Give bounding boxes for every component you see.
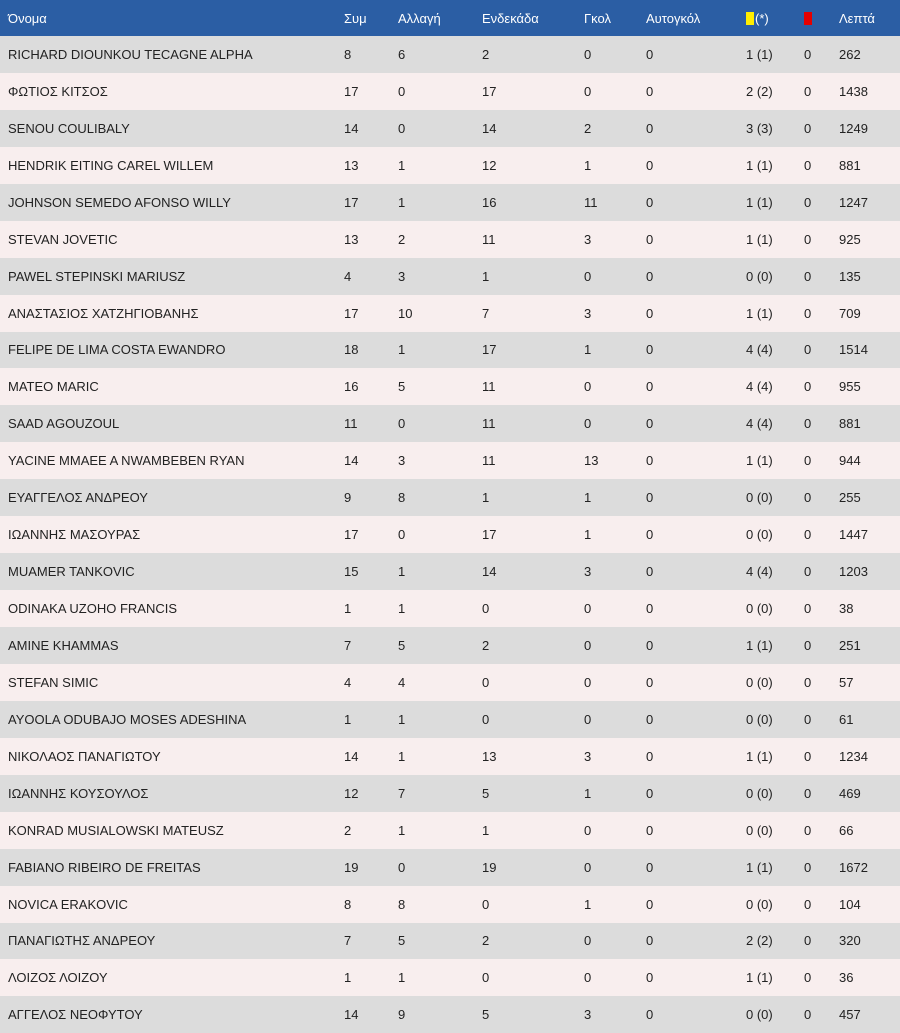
cell-subs: 0 [398,83,406,99]
cell-own-goals: 0 [646,379,654,395]
table-row [0,442,900,479]
cell-own-goals: 0 [646,83,654,99]
cell-apps: 15 [344,564,359,580]
cell-goals: 1 [584,342,592,358]
cell-name: STEVAN JOVETIC [8,231,118,247]
cell-minutes: 262 [839,46,861,62]
cell-apps: 11 [344,416,358,432]
cell-subs: 1 [398,822,406,838]
cell-goals: 0 [584,83,592,99]
cell-name: MUAMER TANKOVIC [8,564,135,580]
table-body [0,36,900,1033]
cell-apps: 19 [344,859,359,875]
cell-name: SENOU COULIBALY [8,120,130,136]
cell-name: MATEO MARIC [8,379,99,395]
cell-red-cards: 0 [804,785,812,801]
cell-apps: 8 [344,896,352,912]
cell-own-goals: 0 [646,822,654,838]
cell-name: AMINE KHAMMAS [8,637,119,653]
cell-starts: 12 [482,157,497,173]
table-row [0,849,900,886]
cell-yellow-cards: 1 (1) [746,637,773,653]
cell-starts: 5 [482,785,490,801]
cell-minutes: 1249 [839,120,868,136]
cell-apps: 2 [344,822,352,838]
cell-minutes: 1447 [839,527,868,543]
cell-apps: 4 [344,268,352,284]
cell-red-cards: 0 [804,490,812,506]
cell-minutes: 881 [839,416,861,432]
cell-own-goals: 0 [646,194,654,210]
cell-yellow-cards: 1 (1) [746,194,773,210]
column-header-yellow-cards[interactable] [746,0,804,36]
cell-starts: 2 [482,933,490,949]
table-row [0,184,900,221]
cell-goals: 1 [584,490,592,506]
red-card-icon [804,12,812,25]
cell-red-cards: 0 [804,46,812,62]
cell-red-cards: 0 [804,453,812,469]
cell-own-goals: 0 [646,490,654,506]
cell-red-cards: 0 [804,194,812,210]
cell-own-goals: 0 [646,748,654,764]
cell-minutes: 251 [839,637,861,653]
cell-minutes: 104 [839,896,861,912]
cell-subs: 1 [398,748,406,764]
table-row [0,332,900,369]
cell-yellow-cards: 0 (0) [746,527,773,543]
header-row [0,0,900,36]
cell-yellow-cards: 0 (0) [746,785,773,801]
cell-own-goals: 0 [646,453,654,469]
cell-yellow-cards: 0 (0) [746,822,773,838]
cell-red-cards: 0 [804,970,812,986]
cell-name: ΑΝΑΣΤΑΣΙΟΣ ΧΑΤΖΗΓΙΟΒΑΝΗΣ [8,305,199,321]
cell-subs: 5 [398,379,406,395]
cell-red-cards: 0 [804,564,812,580]
cell-yellow-cards: 2 (2) [746,933,773,949]
column-header-apps[interactable]: Συμ [344,10,367,26]
cell-goals: 0 [584,379,592,395]
cell-apps: 9 [344,490,352,506]
cell-subs: 1 [398,601,406,617]
cell-yellow-cards: 1 (1) [746,157,773,173]
table-row [0,701,900,738]
cell-name: ΛΟΙΖΟΣ ΛΟΙΖΟΥ [8,970,108,986]
cell-minutes: 61 [839,711,854,727]
cell-red-cards: 0 [804,933,812,949]
cell-subs: 4 [398,674,406,690]
cell-subs: 2 [398,231,406,247]
table-row [0,73,900,110]
cell-apps: 7 [344,933,352,949]
cell-goals: 3 [584,231,592,247]
cell-name: ΙΩΑΝΝΗΣ ΚΟΥΣΟΥΛΟΣ [8,785,149,801]
cell-red-cards: 0 [804,157,812,173]
cell-name: ΙΩΑΝΝΗΣ ΜΑΣΟΥΡΑΣ [8,527,141,543]
cell-minutes: 38 [839,601,854,617]
cell-minutes: 709 [839,305,861,321]
cell-name: KONRAD MUSIALOWSKI MATEUSZ [8,822,224,838]
cell-own-goals: 0 [646,711,654,727]
cell-apps: 8 [344,46,352,62]
cell-goals: 0 [584,46,592,62]
cell-goals: 0 [584,268,592,284]
cell-apps: 13 [344,157,359,173]
cell-minutes: 36 [839,970,854,986]
cell-minutes: 955 [839,379,861,395]
table-row [0,959,900,996]
cell-apps: 1 [344,711,352,727]
cell-minutes: 1203 [839,564,868,580]
cell-minutes: 57 [839,674,854,690]
table-row [0,738,900,775]
cell-own-goals: 0 [646,120,654,136]
cell-name: RICHARD DIOUNKOU TECAGNE ALPHA [8,46,253,62]
cell-subs: 7 [398,785,406,801]
cell-starts: 1 [482,822,490,838]
cell-minutes: 469 [839,785,861,801]
cell-minutes: 66 [839,822,854,838]
cell-goals: 1 [584,896,592,912]
cell-yellow-cards: 1 (1) [746,305,773,321]
cell-yellow-cards: 2 (2) [746,83,773,99]
cell-apps: 16 [344,379,359,395]
cell-goals: 3 [584,564,592,580]
cell-red-cards: 0 [804,601,812,617]
cell-starts: 5 [482,1007,490,1023]
cell-goals: 3 [584,305,592,321]
cell-minutes: 135 [839,268,861,284]
cell-starts: 11 [482,231,496,247]
cell-subs: 5 [398,933,406,949]
cell-name: YACINE MMAEE A NWAMBEBEN RYAN [8,453,245,469]
cell-minutes: 1514 [839,342,868,358]
cell-minutes: 925 [839,231,861,247]
cell-starts: 14 [482,564,497,580]
cell-name: AYOOLA ODUBAJO MOSES ADESHINA [8,711,247,727]
cell-minutes: 1438 [839,83,868,99]
column-header-goals[interactable]: Γκολ [584,10,611,26]
table-row [0,221,900,258]
cell-yellow-cards: 0 (0) [746,711,773,727]
table-row [0,627,900,664]
cell-yellow-cards: 4 (4) [746,379,773,395]
cell-minutes: 944 [839,453,861,469]
cell-yellow-cards: 0 (0) [746,490,773,506]
cell-minutes: 255 [839,490,861,506]
cell-own-goals: 0 [646,305,654,321]
cell-apps: 17 [344,194,359,210]
yellow-header-suffix: (*) [755,10,769,26]
cell-yellow-cards: 0 (0) [746,601,773,617]
cell-goals: 3 [584,1007,592,1023]
cell-subs: 9 [398,1007,406,1023]
cell-subs: 3 [398,453,406,469]
yellow-card-icon [746,12,754,25]
table-row [0,258,900,295]
cell-starts: 0 [482,601,490,617]
table-row [0,516,900,553]
column-header-starts[interactable]: Ενδεκάδα [482,10,539,26]
cell-red-cards: 0 [804,342,812,358]
cell-red-cards: 0 [804,268,812,284]
cell-own-goals: 0 [646,970,654,986]
cell-red-cards: 0 [804,711,812,727]
cell-name: ΝΙΚΟΛΑΟΣ ΠΑΝΑΓΙΩΤΟΥ [8,748,161,764]
cell-subs: 0 [398,527,406,543]
cell-red-cards: 0 [804,120,812,136]
cell-subs: 0 [398,859,406,875]
table-row [0,886,900,923]
cell-subs: 1 [398,157,406,173]
cell-subs: 0 [398,120,406,136]
cell-subs: 6 [398,46,406,62]
cell-subs: 8 [398,490,406,506]
cell-yellow-cards: 4 (4) [746,342,773,358]
cell-goals: 0 [584,601,592,617]
cell-own-goals: 0 [646,637,654,653]
cell-subs: 1 [398,970,406,986]
cell-starts: 14 [482,120,497,136]
cell-subs: 3 [398,268,406,284]
cell-goals: 13 [584,453,599,469]
cell-name: STEFAN SIMIC [8,674,99,690]
cell-subs: 1 [398,342,406,358]
cell-own-goals: 0 [646,416,654,432]
cell-goals: 0 [584,637,592,653]
cell-name: ΑΓΓΕΛΟΣ ΝΕΟΦΥΤΟΥ [8,1007,143,1023]
cell-name: JOHNSON SEMEDO AFONSO WILLY [8,194,231,210]
cell-starts: 13 [482,748,497,764]
cell-starts: 11 [482,416,496,432]
cell-apps: 14 [344,1007,359,1023]
cell-apps: 12 [344,785,359,801]
cell-yellow-cards: 1 (1) [746,231,773,247]
cell-apps: 14 [344,120,359,136]
cell-red-cards: 0 [804,637,812,653]
cell-goals: 0 [584,859,592,875]
cell-red-cards: 0 [804,896,812,912]
cell-apps: 17 [344,83,359,99]
cell-yellow-cards: 0 (0) [746,268,773,284]
table-row [0,295,900,332]
cell-name: ΦΩΤΙΟΣ ΚΙΤΣΟΣ [8,83,108,99]
table-row [0,147,900,184]
cell-own-goals: 0 [646,157,654,173]
cell-minutes: 1672 [839,859,868,875]
column-header-own-goals[interactable]: Αυτογκόλ [646,10,701,26]
table-row [0,590,900,627]
cell-red-cards: 0 [804,822,812,838]
cell-name: NOVICA ERAKOVIC [8,896,128,912]
cell-yellow-cards: 3 (3) [746,120,773,136]
cell-goals: 1 [584,157,592,173]
cell-subs: 8 [398,896,406,912]
cell-starts: 2 [482,637,490,653]
cell-starts: 2 [482,46,490,62]
cell-yellow-cards: 0 (0) [746,1007,773,1023]
table-row [0,812,900,849]
cell-yellow-cards: 1 (1) [746,859,773,875]
cell-minutes: 1247 [839,194,868,210]
cell-own-goals: 0 [646,601,654,617]
column-header-name[interactable]: Όνομα [8,10,47,26]
cell-starts: 0 [482,896,490,912]
cell-red-cards: 0 [804,231,812,247]
cell-goals: 1 [584,527,592,543]
table-row [0,479,900,516]
cell-name: ΕΥΑΓΓΕΛΟΣ ΑΝΔΡΕΟΥ [8,490,148,506]
cell-yellow-cards: 1 (1) [746,748,773,764]
cell-goals: 0 [584,970,592,986]
table-row [0,923,900,960]
cell-yellow-cards: 0 (0) [746,896,773,912]
cell-subs: 1 [398,711,406,727]
cell-red-cards: 0 [804,305,812,321]
table-row [0,405,900,442]
cell-apps: 14 [344,748,359,764]
cell-own-goals: 0 [646,268,654,284]
column-header-subs[interactable]: Αλλαγή [398,10,441,26]
cell-subs: 1 [398,194,406,210]
cell-own-goals: 0 [646,46,654,62]
cell-starts: 7 [482,305,490,321]
cell-name: PAWEL STEPINSKI MARIUSZ [8,268,186,284]
cell-minutes: 1234 [839,748,868,764]
cell-subs: 0 [398,416,406,432]
cell-starts: 16 [482,194,497,210]
cell-starts: 17 [482,342,497,358]
column-header-minutes[interactable]: Λεπτά [839,10,875,26]
cell-apps: 17 [344,305,359,321]
cell-apps: 1 [344,601,352,617]
cell-own-goals: 0 [646,527,654,543]
cell-starts: 17 [482,527,497,543]
cell-name: FABIANO RIBEIRO DE FREITAS [8,859,201,875]
cell-apps: 17 [344,527,359,543]
cell-name: FELIPE DE LIMA COSTA EWANDRO [8,342,226,358]
table-row [0,368,900,405]
cell-own-goals: 0 [646,785,654,801]
cell-minutes: 320 [839,933,861,949]
cell-goals: 0 [584,711,592,727]
cell-starts: 1 [482,490,490,506]
cell-red-cards: 0 [804,83,812,99]
cell-subs: 1 [398,564,406,580]
cell-goals: 0 [584,416,592,432]
cell-starts: 17 [482,83,497,99]
cell-own-goals: 0 [646,896,654,912]
cell-name: SAAD AGOUZOUL [8,416,120,432]
cell-red-cards: 0 [804,1007,812,1023]
cell-apps: 14 [344,453,359,469]
cell-starts: 19 [482,859,497,875]
cell-yellow-cards: 4 (4) [746,564,773,580]
cell-minutes: 457 [839,1007,861,1023]
cell-starts: 11 [482,379,496,395]
table-row [0,664,900,701]
cell-starts: 11 [482,453,496,469]
cell-apps: 7 [344,637,352,653]
column-header-red-cards[interactable] [804,0,839,36]
cell-own-goals: 0 [646,231,654,247]
table-row [0,775,900,812]
cell-starts: 0 [482,674,490,690]
cell-goals: 0 [584,933,592,949]
cell-starts: 1 [482,268,490,284]
cell-apps: 18 [344,342,359,358]
cell-apps: 13 [344,231,359,247]
table-row [0,553,900,590]
cell-subs: 10 [398,305,413,321]
cell-own-goals: 0 [646,933,654,949]
cell-goals: 1 [584,785,592,801]
cell-apps: 1 [344,970,352,986]
table-row [0,36,900,73]
cell-red-cards: 0 [804,527,812,543]
cell-yellow-cards: 1 (1) [746,453,773,469]
cell-goals: 3 [584,748,592,764]
cell-name: ΠΑΝΑΓΙΩΤΗΣ ΑΝΔΡΕΟΥ [8,933,156,949]
cell-goals: 11 [584,194,598,210]
cell-starts: 0 [482,711,490,727]
cell-own-goals: 0 [646,342,654,358]
cell-goals: 2 [584,120,592,136]
cell-goals: 0 [584,822,592,838]
cell-starts: 0 [482,970,490,986]
cell-yellow-cards: 4 (4) [746,416,773,432]
cell-apps: 4 [344,674,352,690]
cell-red-cards: 0 [804,379,812,395]
cell-subs: 5 [398,637,406,653]
cell-yellow-cards: 1 (1) [746,970,773,986]
cell-name: ODINAKA UZOHO FRANCIS [8,601,178,617]
cell-own-goals: 0 [646,1007,654,1023]
table-row [0,996,900,1033]
table-header [0,0,900,36]
cell-own-goals: 0 [646,859,654,875]
cell-name: HENDRIK EITING CAREL WILLEM [8,157,214,173]
cell-own-goals: 0 [646,674,654,690]
cell-goals: 0 [584,674,592,690]
cell-red-cards: 0 [804,859,812,875]
cell-minutes: 881 [839,157,861,173]
cell-red-cards: 0 [804,748,812,764]
table-row [0,110,900,147]
cell-red-cards: 0 [804,416,812,432]
cell-red-cards: 0 [804,674,812,690]
cell-yellow-cards: 1 (1) [746,46,773,62]
cell-yellow-cards: 0 (0) [746,674,773,690]
cell-own-goals: 0 [646,564,654,580]
